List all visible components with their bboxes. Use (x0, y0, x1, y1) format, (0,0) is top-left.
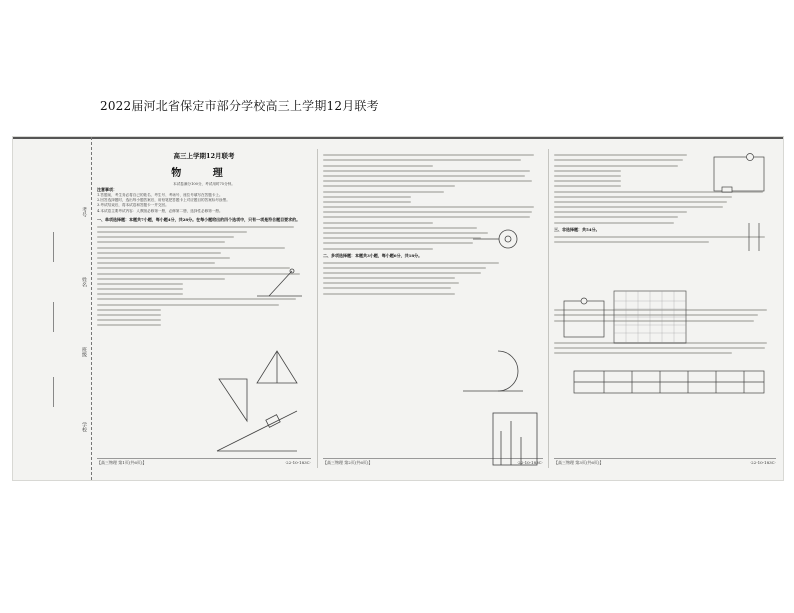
section-one-heading: 一、单项选择题：本题共7小题，每小题4分，共28分。在每小题给出的四个选项中，只有一项是符合题目要求的。 (97, 217, 301, 223)
exam-header: 高三上学期12月联考 (173, 152, 235, 160)
notice-item: 3.考试结束后，将本试卷和答题卡一并交回。 (97, 203, 169, 208)
scanned-exam-sheet (12, 136, 784, 481)
notice-title: 注意事项： (97, 187, 117, 193)
section-three-heading: 三、非选择题：共54分。 (554, 226, 600, 232)
page-1-figures (97, 151, 311, 471)
binding-mark (53, 302, 54, 332)
page-code: ·22-10-183C· (749, 460, 776, 465)
page-footer: 【高三物理 第3页(共6页)】 (554, 460, 604, 465)
exam-page-2 (323, 151, 543, 470)
notice-item: 1.答题前，考生务必将自己的姓名、考生号、考场号、座位号填写在答题卡上。 (97, 192, 223, 197)
binding-mark (53, 232, 54, 262)
page-footer: 【高三物理 第1页(共6页)】 (97, 460, 147, 465)
exam-page-3 (554, 151, 776, 470)
page-2-figures (323, 151, 543, 471)
page-code: ·22-10-183C· (516, 460, 543, 465)
document-title: 2022届河北省保定市部分学校高三上学期12月联考 (100, 99, 379, 113)
page-3-figures (554, 151, 776, 471)
binding-label-exam-number: 考号 (81, 207, 87, 217)
binding-label-school: 学校 (81, 422, 87, 432)
exam-subject: 物 理 (171, 168, 237, 179)
column-divider (548, 149, 549, 468)
section-two-heading: 二、多项选择题：本题共3小题，每小题6分，共18分。 (323, 252, 423, 258)
binding-label-name: 姓名 (81, 277, 87, 287)
binding-mark (53, 377, 54, 407)
notice-item: 4.本试卷主要考试内容：人教版必修第一册，必修第二册，选择性必修第一册。 (97, 208, 223, 213)
exam-page-1 (97, 151, 311, 470)
binding-strip (13, 137, 92, 480)
page-footer: 【高三物理 第2页(共6页)】 (323, 460, 373, 465)
notice-item: 2.回答选择题时，选出每小题答案后，用铅笔把答题卡上对应题目的答案标号涂黑。 (97, 198, 230, 203)
page-code: ·22-10-183C· (284, 460, 311, 465)
binding-label-class: 班级 (81, 347, 87, 357)
score-note: 本试卷满分100分，考试用时75分钟。 (173, 182, 235, 186)
scan-top-border (13, 137, 783, 139)
column-divider (317, 149, 318, 468)
